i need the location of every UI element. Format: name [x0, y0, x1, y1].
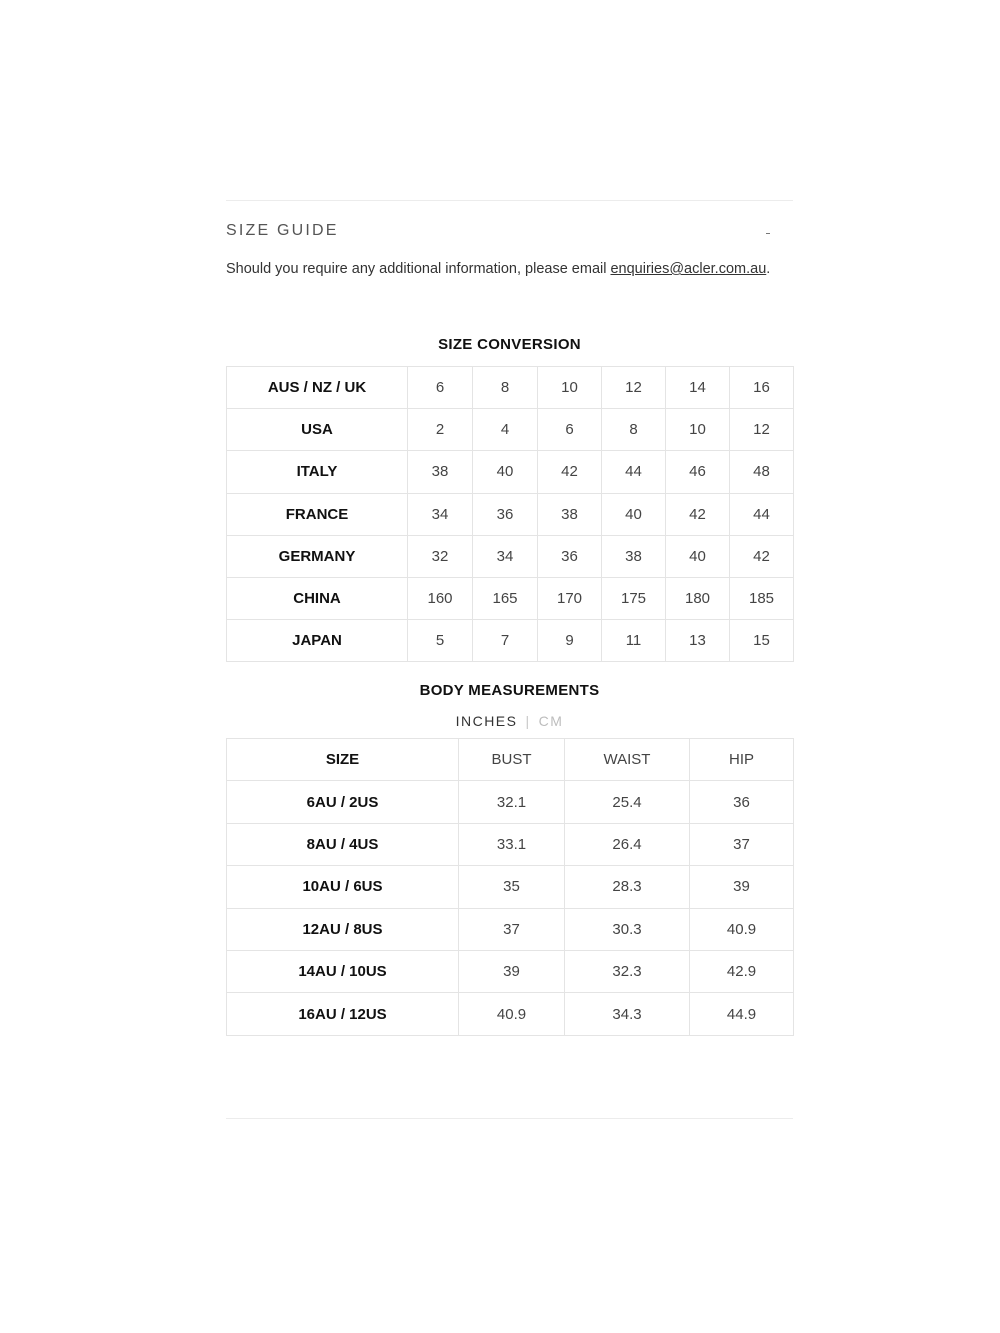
table-cell: 25.4	[565, 781, 690, 823]
table-cell: 5	[408, 620, 473, 662]
table-cell: 42.9	[690, 950, 794, 992]
row-label: 14AU / 10US	[227, 950, 459, 992]
row-label: 10AU / 6US	[227, 866, 459, 908]
table-row	[227, 367, 794, 409]
table-cell: 35	[459, 866, 565, 908]
table-cell: 39	[690, 866, 794, 908]
row-label: FRANCE	[227, 493, 408, 535]
unit-inches-option[interactable]: INCHES	[455, 713, 518, 729]
table-cell: 6	[408, 367, 473, 409]
table-cell: 15	[730, 620, 794, 662]
row-label: 8AU / 4US	[227, 823, 459, 865]
column-header: SIZE	[227, 739, 459, 781]
table-row	[227, 620, 794, 662]
table-row	[227, 535, 794, 577]
table-cell: 10	[666, 409, 730, 451]
table-cell: 44	[730, 493, 794, 535]
body-measurements-heading: BODY MEASUREMENTS	[419, 682, 600, 699]
table-cell: 40	[666, 535, 730, 577]
row-label: 12AU / 8US	[227, 908, 459, 950]
table-cell: 34.3	[565, 993, 690, 1035]
table-cell: 160	[408, 577, 473, 619]
table-cell: 175	[602, 577, 666, 619]
table-row	[227, 950, 794, 992]
column-header: WAIST	[565, 739, 690, 781]
table-cell: 37	[459, 908, 565, 950]
table-cell: 170	[538, 577, 602, 619]
minus-icon[interactable]	[763, 220, 777, 244]
bottom-divider	[226, 1118, 793, 1119]
table-cell: 11	[602, 620, 666, 662]
table-cell: 6	[538, 409, 602, 451]
table-cell: 38	[602, 535, 666, 577]
table-cell: 180	[666, 577, 730, 619]
table-cell: 28.3	[565, 866, 690, 908]
email-link[interactable]: enquiries@acler.com.au	[610, 261, 767, 277]
table-cell: 8	[473, 367, 538, 409]
size-guide-title: SIZE GUIDE	[226, 222, 339, 239]
table-row	[227, 781, 794, 823]
size-guide-panel	[226, 200, 793, 1120]
table-cell: 14	[666, 367, 730, 409]
table-cell: 36	[473, 493, 538, 535]
table-cell: 32.1	[459, 781, 565, 823]
table-cell: 2	[408, 409, 473, 451]
table-cell: 44	[602, 451, 666, 493]
table-cell: 30.3	[565, 908, 690, 950]
unit-separator: |	[525, 713, 531, 729]
row-label: AUS / NZ / UK	[227, 367, 408, 409]
size-conversion-heading: SIZE CONVERSION	[438, 336, 581, 353]
column-header: HIP	[690, 739, 794, 781]
table-row	[227, 493, 794, 535]
table-cell: 32.3	[565, 950, 690, 992]
table-row	[227, 577, 794, 619]
contact-info-suffix: .	[766, 261, 771, 277]
table-row	[227, 409, 794, 451]
row-label: GERMANY	[227, 535, 408, 577]
size-conversion-table	[226, 366, 794, 662]
table-header-row	[227, 739, 794, 781]
table-cell: 46	[666, 451, 730, 493]
table-cell: 36	[690, 781, 794, 823]
size-guide-header[interactable]	[226, 220, 793, 244]
table-cell: 34	[408, 493, 473, 535]
row-label: ITALY	[227, 451, 408, 493]
row-label: 6AU / 2US	[227, 781, 459, 823]
unit-cm-option[interactable]: CM	[538, 713, 564, 729]
table-cell: 44.9	[690, 993, 794, 1035]
table-cell: 10	[538, 367, 602, 409]
column-header: BUST	[459, 739, 565, 781]
table-cell: 7	[473, 620, 538, 662]
table-row	[227, 823, 794, 865]
table-cell: 40.9	[690, 908, 794, 950]
row-label: CHINA	[227, 577, 408, 619]
table-cell: 42	[730, 535, 794, 577]
table-cell: 32	[408, 535, 473, 577]
table-cell: 16	[730, 367, 794, 409]
body-measurements-table	[226, 738, 794, 1036]
table-cell: 39	[459, 950, 565, 992]
table-cell: 37	[690, 823, 794, 865]
table-cell: 34	[473, 535, 538, 577]
table-cell: 40	[473, 451, 538, 493]
table-cell: 185	[730, 577, 794, 619]
contact-info	[226, 261, 793, 277]
unit-toggle	[226, 713, 793, 729]
row-label: JAPAN	[227, 620, 408, 662]
table-cell: 38	[538, 493, 602, 535]
table-cell: 38	[408, 451, 473, 493]
table-cell: 40	[602, 493, 666, 535]
table-row	[227, 908, 794, 950]
table-cell: 40.9	[459, 993, 565, 1035]
table-cell: 48	[730, 451, 794, 493]
table-cell: 26.4	[565, 823, 690, 865]
table-cell: 36	[538, 535, 602, 577]
contact-info-text: Should you require any additional information, please email	[226, 261, 611, 277]
table-row	[227, 993, 794, 1035]
table-cell: 8	[602, 409, 666, 451]
row-label: 16AU / 12US	[227, 993, 459, 1035]
row-label: USA	[227, 409, 408, 451]
table-cell: 9	[538, 620, 602, 662]
table-row	[227, 866, 794, 908]
table-cell: 4	[473, 409, 538, 451]
table-cell: 42	[538, 451, 602, 493]
table-row	[227, 451, 794, 493]
top-divider	[226, 200, 793, 201]
table-cell: 42	[666, 493, 730, 535]
table-cell: 12	[730, 409, 794, 451]
table-cell: 165	[473, 577, 538, 619]
table-cell: 33.1	[459, 823, 565, 865]
table-cell: 13	[666, 620, 730, 662]
table-cell: 12	[602, 367, 666, 409]
